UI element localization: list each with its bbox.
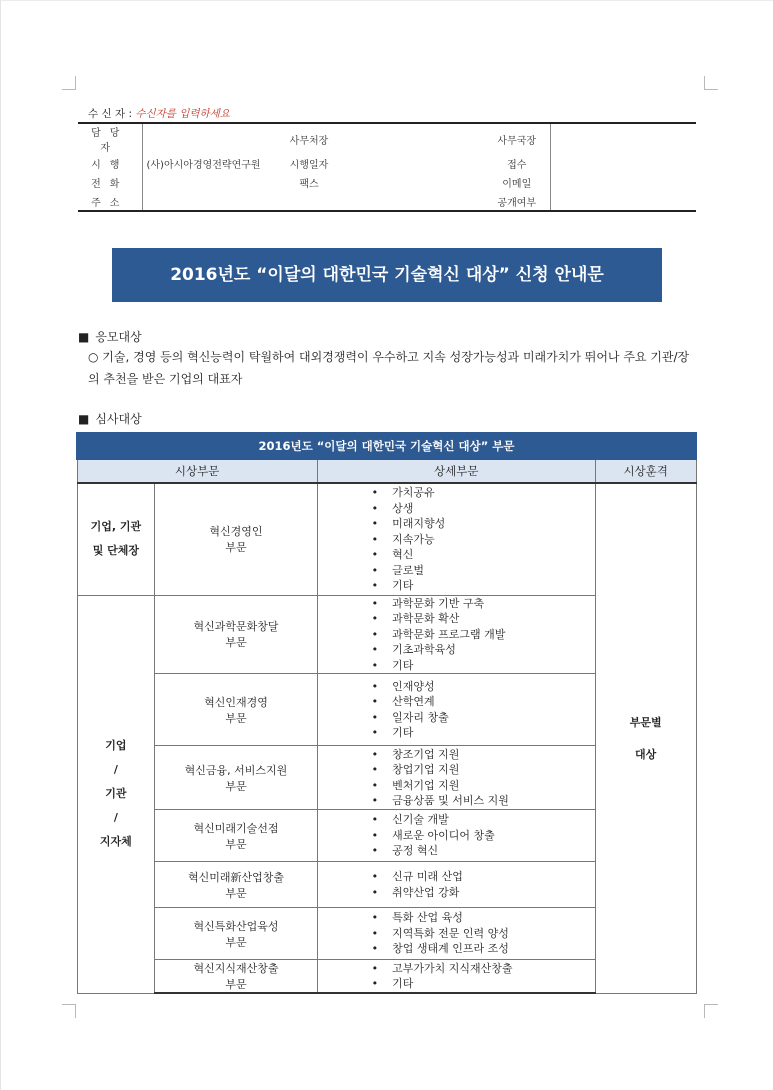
- award-category-cell: [155, 483, 317, 595]
- header-cell-k1: 전화: [78, 173, 142, 192]
- section-eligibility-heading: ■ 응모대상: [78, 330, 142, 344]
- document-title: 2016년도 “이달의 대한민국 기술혁신 대상” 신청 안내문: [112, 248, 662, 302]
- header-row: [78, 123, 696, 154]
- list-item: • 금융상품 및 서비스 지원: [372, 793, 595, 809]
- column-header: 상세부문: [317, 459, 595, 483]
- crop-mark-top-right: [704, 76, 718, 90]
- list-item: • 신기술 개발: [372, 812, 595, 828]
- text-line: 기업, 기관: [90, 520, 142, 534]
- award-group-cell: [77, 483, 155, 595]
- list-item: • 상생: [372, 501, 595, 517]
- square-bullet-icon: ■: [78, 412, 90, 426]
- award-category-cell: [155, 746, 317, 810]
- list-item: • 창업 생태계 인프라 조성: [372, 941, 595, 957]
- square-bullet-icon: ■: [78, 330, 90, 344]
- recipient-line: [88, 106, 230, 121]
- category-name-line: 부문: [225, 541, 247, 555]
- list-item: • 과학문화 기반 구축: [372, 596, 595, 612]
- category-name-line: 부문: [225, 978, 247, 991]
- category-name-line: 혁신미래기술선점: [193, 821, 279, 835]
- detail-cell: [317, 483, 595, 595]
- category-name-line: 혁신과학문화창달: [193, 620, 279, 634]
- list-item: • 지역특화 전문 인력 양성: [372, 926, 595, 942]
- list-item: • 창조기업 지원: [372, 747, 595, 763]
- detail-cell: [317, 810, 595, 862]
- column-header: 시상훈격: [595, 459, 696, 483]
- header-cell-k3: 사무국장: [484, 123, 550, 154]
- category-name-line: 혁신인재경영: [204, 695, 268, 709]
- detail-list: [318, 812, 595, 859]
- header-cell-k3: 공개여부: [484, 192, 550, 211]
- award-category-table: [76, 432, 697, 994]
- list-item: • 기타: [372, 578, 595, 594]
- section-review-heading: ■ 심사대상: [78, 412, 142, 426]
- category-name-line: 혁신지식재산창출: [193, 962, 279, 975]
- award-category-cell: [155, 908, 317, 960]
- list-item: • 기타: [372, 976, 595, 992]
- category-name-line: 혁신경영인: [209, 525, 263, 539]
- section-eligibility-text: ○ 기술, 경영 등의 혁신능력이 탁월하여 대외경쟁력이 우수하고 지속 성장가능성과 미래가치가 뛰어나 주요 기관/장의 추천을 받은 기업의 대표자: [88, 350, 690, 386]
- list-item: • 기초과학육성: [372, 642, 595, 658]
- header-cell-k1: 주소: [78, 192, 142, 211]
- text-line: 및 단체장: [92, 544, 140, 558]
- category-name-line: 혁신특화산업육성: [193, 919, 279, 933]
- header-cell-v1[interactable]: [142, 192, 274, 211]
- detail-list: [318, 961, 595, 992]
- header-cell-v1[interactable]: [142, 123, 274, 154]
- header-cell-k1: 시행: [78, 154, 142, 173]
- header-cell-v3[interactable]: [550, 192, 696, 211]
- header-row: [78, 154, 696, 173]
- detail-list: [318, 747, 595, 809]
- recipient-label: 수 신 자 :: [88, 108, 136, 120]
- detail-list: [318, 910, 595, 957]
- detail-cell: [317, 862, 595, 908]
- header-cell-k3: 접수: [484, 154, 550, 173]
- category-name-line: 부문: [225, 886, 247, 900]
- list-item: • 공정 혁신: [372, 843, 595, 859]
- list-item: • 특화 산업 육성: [372, 910, 595, 926]
- header-cell-v2[interactable]: [344, 192, 484, 211]
- category-name-line: 부문: [225, 636, 247, 650]
- list-item: • 미래지향성: [372, 516, 595, 532]
- list-item: • 고부가가치 지식재산창출: [372, 961, 595, 977]
- award-category-cell: [155, 810, 317, 862]
- award-category-cell: [155, 960, 317, 994]
- list-item: • 취약산업 강화: [372, 885, 595, 901]
- header-cell-v1[interactable]: (사)아시아경영전략연구원: [146, 160, 261, 171]
- list-item: • 글로벌: [372, 563, 595, 579]
- crop-mark-bottom-right: [704, 1004, 718, 1018]
- list-item: • 가치공유: [372, 485, 595, 501]
- detail-cell: [317, 674, 595, 746]
- header-cell-v2[interactable]: [344, 123, 484, 154]
- category-name-line: 혁신미래新산업창출: [187, 870, 284, 884]
- header-cell-k2: 팩스: [299, 179, 319, 190]
- category-name-line: 부문: [225, 711, 247, 725]
- header-cell-v3[interactable]: [550, 123, 696, 154]
- text-line: /: [113, 811, 118, 824]
- award-category-cell: [155, 674, 317, 746]
- text-line: 기업: [105, 739, 127, 752]
- list-item: • 과학문화 확산: [372, 611, 595, 627]
- award-category-cell: [155, 862, 317, 908]
- crop-mark-top-left: [62, 76, 76, 90]
- category-name-line: 혁신금융, 서비스지원: [184, 763, 288, 777]
- list-item: • 기타: [372, 658, 595, 674]
- document-header-table: [78, 122, 696, 212]
- detail-cell: [317, 595, 595, 674]
- list-item: • 산학연계: [372, 694, 595, 710]
- crop-mark-bottom-left: [62, 1004, 76, 1018]
- header-cell-k1: 담당자: [78, 123, 142, 154]
- header-row: [78, 192, 696, 211]
- detail-cell: [317, 746, 595, 810]
- text-line: 지자체: [99, 835, 132, 848]
- header-cell-v2[interactable]: [344, 154, 484, 173]
- award-group-cell: [77, 595, 155, 993]
- header-row: [78, 173, 696, 192]
- header-cell-k2: [274, 192, 344, 211]
- category-name-line: 부문: [225, 935, 247, 949]
- category-name-line: 부문: [225, 779, 247, 793]
- list-item: • 벤처기업 지원: [372, 778, 595, 794]
- award-rank-line: 대상: [635, 748, 657, 762]
- text-line: /: [113, 763, 118, 776]
- detail-list: [318, 596, 595, 674]
- header-cell-k2: 사무처장: [274, 123, 344, 154]
- award-rank-line: 부문별: [629, 716, 662, 730]
- category-name-line: 부문: [225, 837, 247, 851]
- header-cell-v3[interactable]: [550, 154, 696, 173]
- recipient-input[interactable]: 수신자를 입력하세요: [135, 108, 230, 120]
- table-caption: 2016년도 “이달의 대한민국 기술혁신 대상” 부문: [77, 433, 696, 459]
- header-cell-v2[interactable]: [344, 173, 484, 192]
- table-row: [77, 483, 696, 595]
- header-cell-k2: 시행일자: [289, 160, 329, 171]
- list-item: • 신규 미래 산업: [372, 869, 595, 885]
- column-header: 시상부문: [77, 459, 317, 483]
- text-line: 기관: [105, 787, 127, 800]
- award-category-cell: [155, 595, 317, 674]
- detail-cell: [317, 908, 595, 960]
- list-item: • 지속가능: [372, 532, 595, 548]
- list-item: • 기타: [372, 725, 595, 741]
- list-item: • 과학문화 프로그램 개발: [372, 627, 595, 643]
- list-item: • 혁신: [372, 547, 595, 563]
- detail-cell: [317, 960, 595, 994]
- header-cell-v1[interactable]: [142, 173, 274, 192]
- list-item: • 인재양성: [372, 679, 595, 695]
- list-item: • 일자리 창출: [372, 710, 595, 726]
- detail-list: [318, 485, 595, 594]
- header-cell-k3: 이메일: [484, 173, 550, 192]
- header-cell-v3[interactable]: [550, 173, 696, 192]
- detail-list: [318, 679, 595, 741]
- award-rank-cell: [595, 483, 696, 993]
- detail-list: [318, 869, 595, 900]
- list-item: • 창업기업 지원: [372, 762, 595, 778]
- list-item: • 새로운 아이디어 창출: [372, 828, 595, 844]
